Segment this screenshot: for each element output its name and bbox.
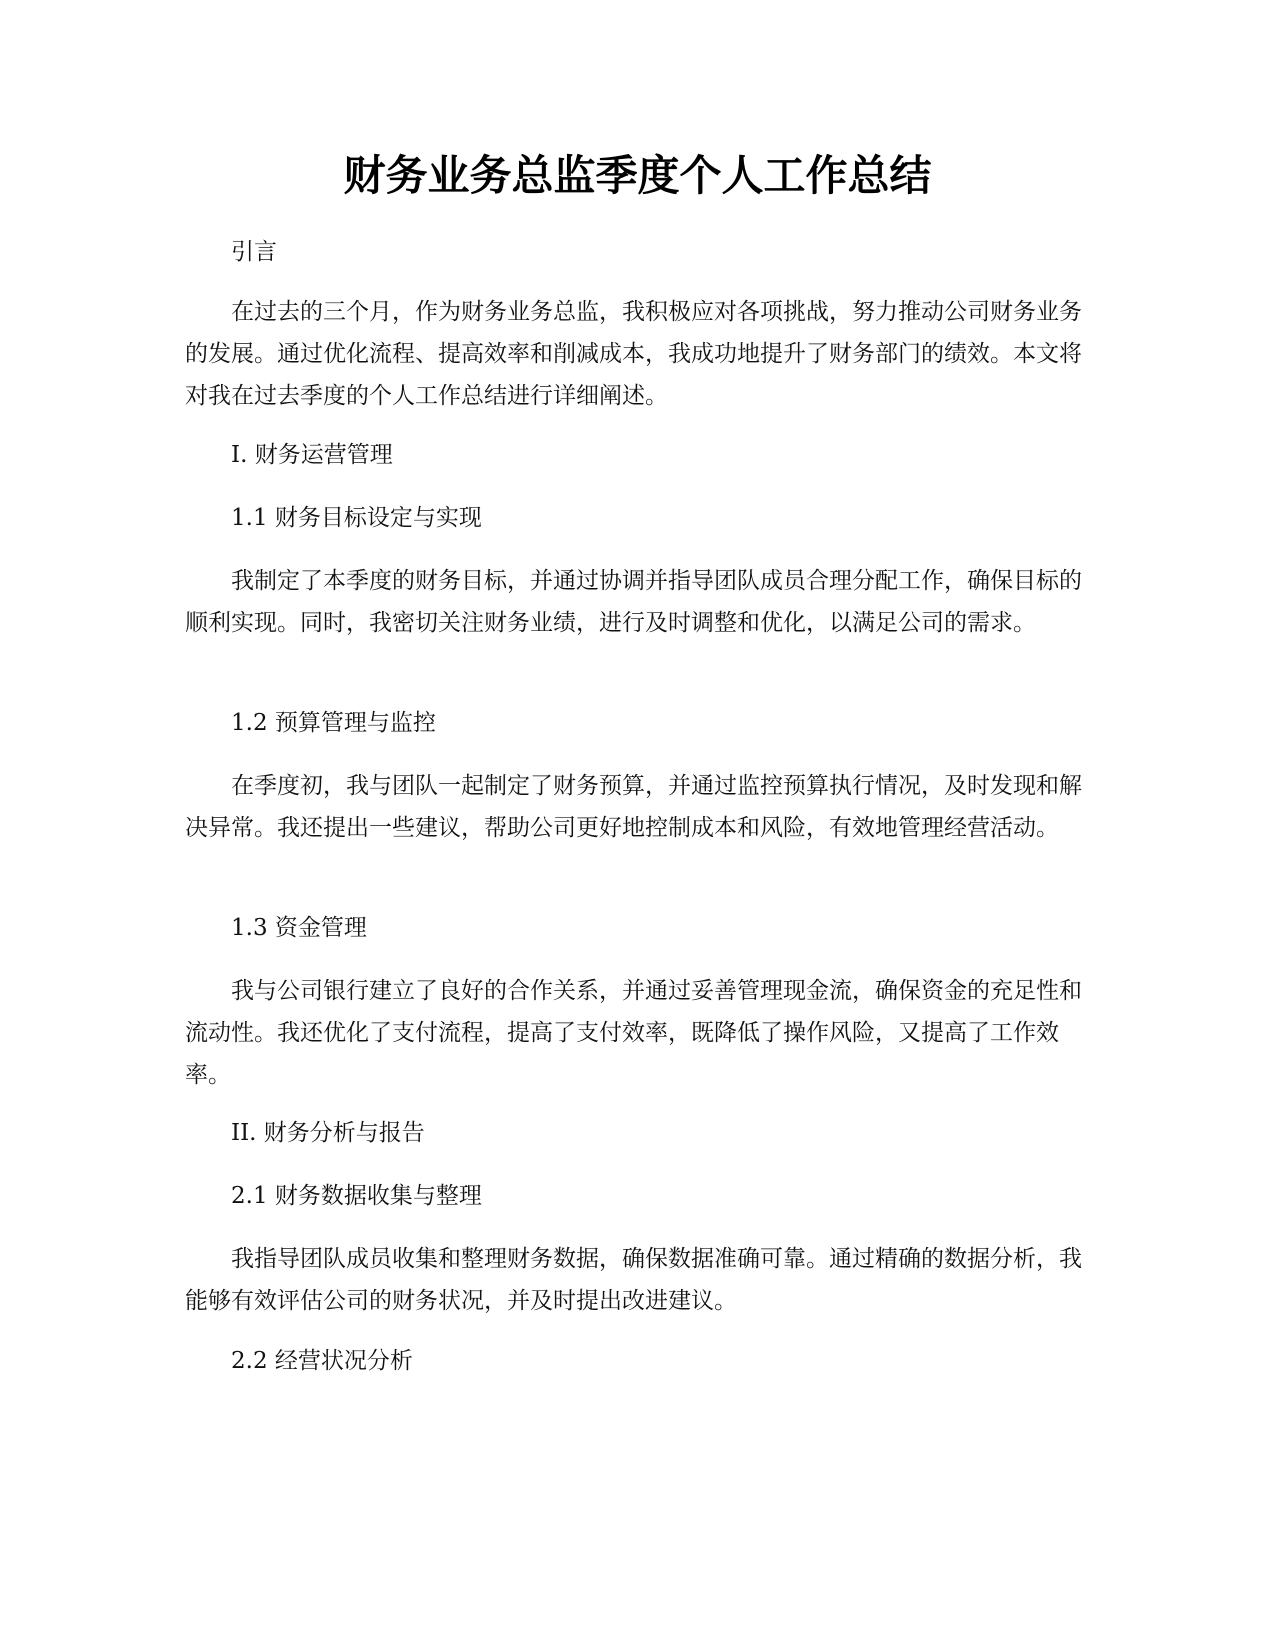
section-2-heading: II. 财务分析与报告 <box>231 1120 425 1146</box>
intro-heading: 引言 <box>231 239 277 265</box>
subsection-1-1-heading: 1.1 财务目标设定与实现 <box>231 505 482 531</box>
subsection-2-2-heading: 2.2 经营状况分析 <box>231 1348 413 1374</box>
subsection-2-1-paragraph: 我指导团队成员收集和整理财务数据，确保数据准确可靠。通过精确的数据分析，我能够有效评估公司的财务状况，并及时提出改进建议。 <box>185 1246 1082 1314</box>
subsection-1-3-paragraph: 我与公司银行建立了良好的合作关系，并通过妥善管理现金流，确保资金的充足性和流动性。我还优化了支付流程，提高了支付效率，既降低了操作风险，又提高了工作效率。 <box>185 978 1082 1088</box>
document-title: 财务业务总监季度个人工作总结 <box>343 151 932 200</box>
subsection-1-3-heading: 1.3 资金管理 <box>231 915 367 941</box>
subsection-1-1-paragraph: 我制定了本季度的财务目标，并通过协调并指导团队成员合理分配工作，确保目标的顺利实现。同时，我密切关注财务业绩，进行及时调整和优化，以满足公司的需求。 <box>185 568 1082 636</box>
subsection-1-2-paragraph: 在季度初，我与团队一起制定了财务预算，并通过监控预算执行情况，及时发现和解决异常。我还提出一些建议，帮助公司更好地控制成本和风险，有效地管理经营活动。 <box>185 773 1082 841</box>
section-1-heading: I. 财务运营管理 <box>231 442 393 468</box>
subsection-1-2-heading: 1.2 预算管理与监控 <box>231 710 436 736</box>
intro-paragraph: 在过去的三个月，作为财务业务总监，我积极应对各项挑战，努力推动公司财务业务的发展。通过优化流程、提高效率和削减成本，我成功地提升了财务部门的绩效。本文将对我在过去季度的个人工作总结进行详细阐述。 <box>185 299 1082 409</box>
subsection-2-1-heading: 2.1 财务数据收集与整理 <box>231 1183 482 1209</box>
